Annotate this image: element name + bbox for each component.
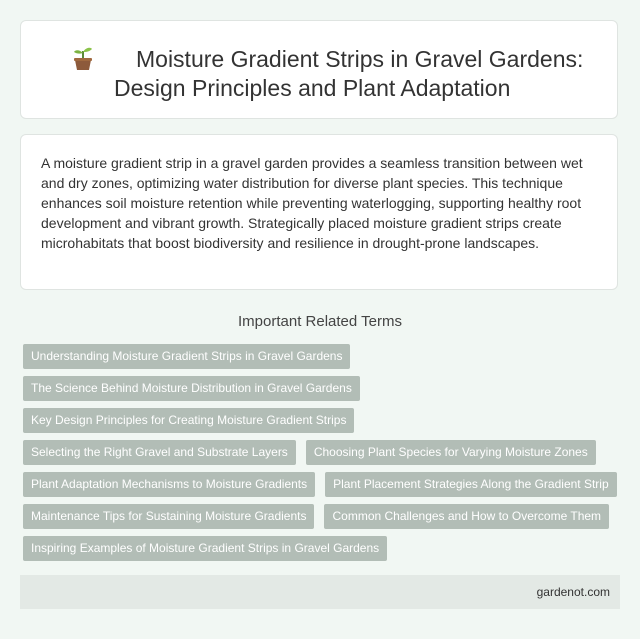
tag-row [23,472,623,497]
tag-row [23,536,623,561]
related-term-tag[interactable]: Key Design Principles for Creating Moisture Gradient Strips [23,408,354,433]
tag-row [23,408,623,433]
tag-row [23,376,623,401]
related-term-tag[interactable]: Choosing Plant Species for Varying Moisture Zones [306,440,596,465]
tag-row [23,504,623,529]
footer [20,575,620,609]
footer-site-link[interactable]: gardenot.com [536,585,610,599]
related-terms-list [23,344,623,568]
related-terms-heading: Important Related Terms [238,313,402,330]
related-term-tag[interactable]: Selecting the Right Gravel and Substrate Layers [23,440,296,465]
related-term-tag[interactable]: The Science Behind Moisture Distribution in Gravel Gardens [23,376,360,401]
related-term-tag[interactable]: Inspiring Examples of Moisture Gradient Strips in Gravel Gardens [23,536,387,561]
related-term-tag[interactable]: Maintenance Tips for Sustaining Moisture Gradients [23,504,314,529]
tag-row [23,344,623,369]
intro-paragraph: A moisture gradient strip in a gravel garden provides a seamless transition between wet and dry zones, optimizing water distribution for diverse plant species. This technique enhances soil moisture retention while preventing waterlogging, supporting healthy root development and vibrant growth. Strategically placed moisture gradient strips create microhabitats that boost biodiversity and resilience in drought-prone landscapes. [41,155,583,251]
related-term-tag[interactable]: Plant Placement Strategies Along the Gradient Strip [325,472,617,497]
related-term-tag[interactable]: Plant Adaptation Mechanisms to Moisture Gradients [23,472,315,497]
seedling-icon [71,45,95,71]
title-card [20,20,618,119]
page-title: Moisture Gradient Strips in Gravel Gardens: Design Principles and Plant Adaptation [114,46,584,101]
intro-card [20,134,618,290]
related-term-tag[interactable]: Common Challenges and How to Overcome Them [324,504,609,529]
related-term-tag[interactable]: Understanding Moisture Gradient Strips in Gravel Gardens [23,344,350,369]
tag-row [23,440,623,465]
